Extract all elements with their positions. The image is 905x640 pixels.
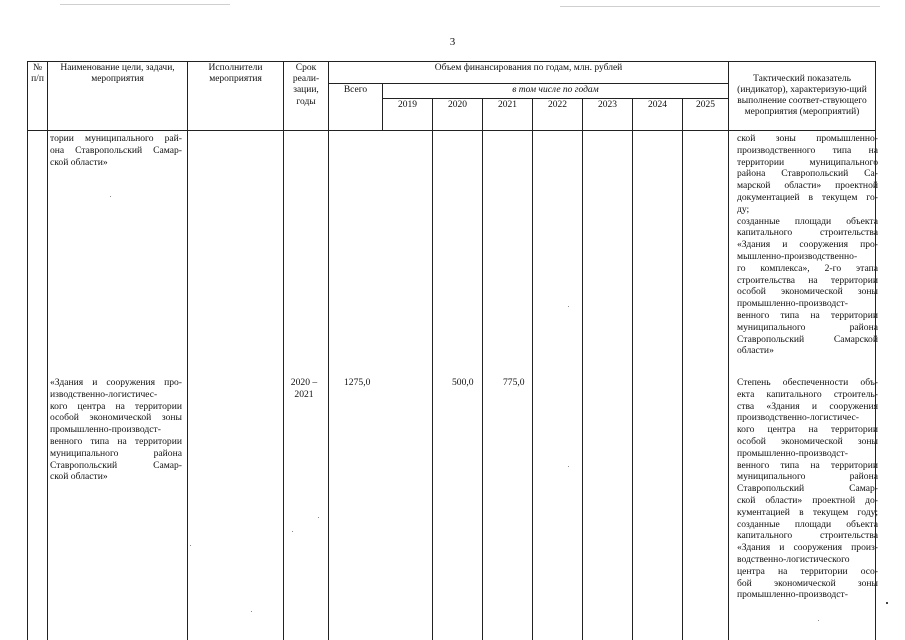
- scan-speck: [190, 545, 191, 546]
- row2-2020: 500,0: [452, 377, 474, 388]
- text-line: промышленно-производст-: [737, 447, 848, 459]
- header-year-2023: 2023: [583, 99, 633, 131]
- text-line: марской области» проектной: [737, 180, 878, 192]
- text-line: водственно-логистического: [737, 553, 850, 565]
- text-line: тории муниципального рай-: [50, 133, 182, 144]
- header-total: Всего: [329, 84, 383, 131]
- table-column-rule: [432, 130, 433, 640]
- text-line: «Здания и сооружения про-: [737, 239, 878, 251]
- row1-name-text: [50, 133, 182, 168]
- text-line: территории муниципального: [737, 156, 878, 168]
- text-line: Степень обеспеченности объ-: [737, 377, 878, 388]
- text-line: созданные площади объекта: [737, 518, 878, 530]
- text-line: ской области»: [50, 156, 108, 168]
- header-year-2021: 2021: [483, 99, 533, 131]
- scan-speck: [818, 620, 819, 621]
- text-line: особой экономической зоны: [50, 412, 182, 424]
- header-year-2022: 2022: [533, 99, 583, 131]
- text-line: промышленно-производст-: [737, 589, 848, 601]
- header-year-2020: 2020: [433, 99, 483, 131]
- text-line: го комплекса», 2-го этапа: [737, 262, 878, 274]
- scan-speck: [318, 517, 319, 518]
- text-line: мышленно-производственно-: [737, 250, 858, 262]
- text-line: кого центра на территории: [50, 400, 182, 412]
- table-column-rule: [875, 130, 876, 640]
- scan-speck: [110, 196, 111, 197]
- header-year-2024: 2024: [633, 99, 683, 131]
- text-line: ской области» проектной до-: [737, 494, 878, 506]
- scan-speck: [292, 531, 293, 532]
- text-line: Ставропольский Самар-: [50, 459, 182, 471]
- header-year-2025: 2025: [683, 99, 729, 131]
- scan-speck: [886, 602, 888, 604]
- text-line: екта капитального строитель-: [737, 388, 878, 400]
- page-number: 3: [449, 36, 456, 48]
- scan-edge-line: [560, 6, 880, 7]
- text-line: изводственно-логистичес-: [50, 388, 158, 400]
- text-line: Ставропольский Самарской: [737, 333, 878, 345]
- text-line: она Ставропольский Самар-: [50, 144, 182, 156]
- text-line: промышленно-производст-: [737, 298, 848, 310]
- header-number: № п/п: [28, 62, 48, 131]
- header-name: Наименование цели, задачи, мероприятия: [48, 62, 188, 131]
- table-column-rule: [482, 130, 483, 640]
- text-line: венного типа на территории: [50, 435, 182, 447]
- text-line: производственного типа на: [737, 144, 878, 156]
- text-line: ской зоны промышленно-: [737, 133, 878, 144]
- text-line: муниципального района: [737, 471, 878, 483]
- text-line: ской области»: [50, 471, 108, 483]
- header-year-2019: 2019: [383, 99, 433, 131]
- text-line: капитального строительства: [737, 530, 878, 542]
- header-funding: Объем финансирования по годам, млн. рублей: [329, 62, 729, 84]
- header-term: Срок реали-зации, годы: [284, 62, 329, 131]
- table-column-rule: [328, 130, 329, 640]
- scan-edge-line: [60, 4, 230, 5]
- table-column-rule: [27, 130, 28, 640]
- scan-speck: [568, 466, 569, 467]
- text-line: 2021: [294, 388, 314, 400]
- table-column-rule: [283, 130, 284, 640]
- text-line: 2020 –: [290, 377, 318, 388]
- text-line: документацией в текущем го-: [737, 191, 878, 203]
- text-line: «Здания и сооружения про-: [50, 377, 182, 388]
- text-line: капитального строительства: [737, 227, 878, 239]
- text-line: венного типа на территории: [737, 459, 878, 471]
- header-indicator: Тактический показатель (индикатор), характеризую-щий выполнение соответ-ствующего мероприятия (мероприятий): [729, 62, 876, 131]
- text-line: производственно-логистичес-: [737, 412, 859, 424]
- text-line: района Ставропольский Са-: [737, 168, 878, 180]
- text-line: кументацией в текущем году;: [737, 506, 878, 518]
- header-executors: Исполнители мероприятия: [188, 62, 284, 131]
- text-line: кого центра на территории: [737, 424, 878, 436]
- table-column-rule: [728, 130, 729, 640]
- text-line: особой экономической зоны: [737, 435, 878, 447]
- text-line: особой экономической зоны: [737, 286, 878, 298]
- text-line: промышленно-производст-: [50, 424, 161, 436]
- table-column-rule: [532, 130, 533, 640]
- scan-speck: [251, 611, 252, 612]
- row2-total: 1275,0: [344, 377, 371, 388]
- text-line: муниципального района: [50, 447, 182, 459]
- table-column-rule: [47, 130, 48, 640]
- table-column-rule: [682, 130, 683, 640]
- text-line: строительства на территории: [737, 274, 878, 286]
- text-line: ду;: [737, 203, 750, 215]
- text-line: бой экономической зоны: [737, 577, 878, 589]
- table-column-rule: [582, 130, 583, 640]
- row2-2021: 775,0: [503, 377, 525, 388]
- header-by-year: в том числе по годам: [383, 84, 729, 99]
- program-table-header: [27, 61, 876, 131]
- text-line: созданные площади объекта: [737, 215, 878, 227]
- text-line: центра на территории осо-: [737, 565, 878, 577]
- scan-speck: [568, 306, 569, 307]
- table-column-rule: [632, 130, 633, 640]
- text-line: венного типа на территории: [737, 309, 878, 321]
- table-column-rule: [187, 130, 188, 640]
- row2-indicator-text: [737, 377, 878, 601]
- row2-term: [289, 377, 319, 401]
- text-line: муниципального района: [737, 321, 878, 333]
- text-line: «Здания и сооружения произ-: [737, 542, 878, 554]
- text-line: области»: [737, 345, 774, 357]
- row1-indicator-text: [737, 133, 878, 357]
- text-line: Ставропольский Самар-: [737, 483, 878, 495]
- text-line: ства «Здания и сооружения: [737, 400, 878, 412]
- row2-name-text: [50, 377, 182, 483]
